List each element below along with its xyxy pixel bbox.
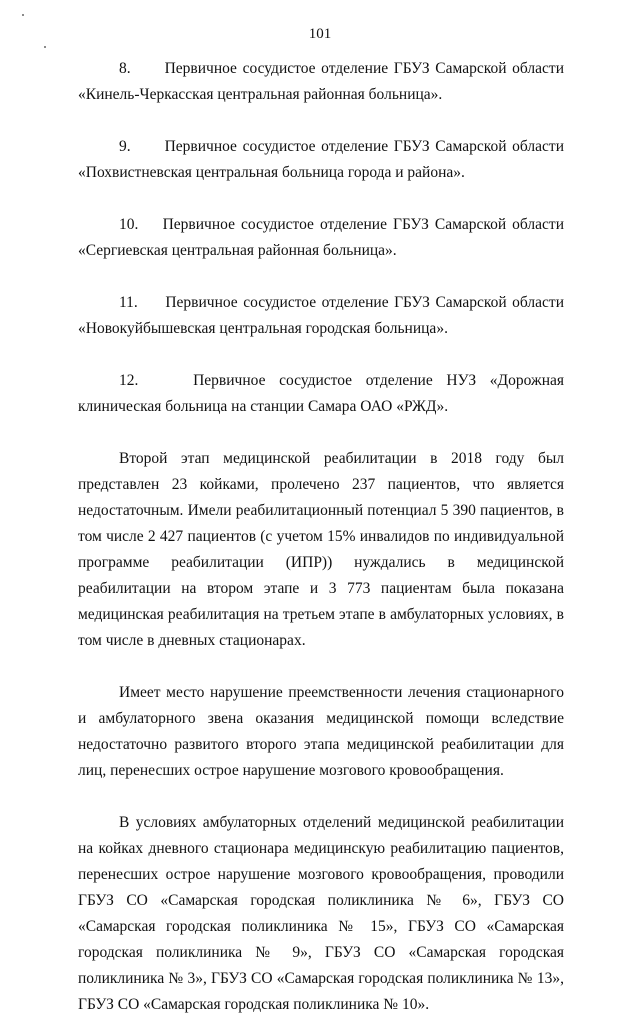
scan-speck <box>44 46 46 48</box>
paragraph-rehabilitation-stage: Второй этап медицинской реабилитации в 2018 году был представлен 23 койками, пролечено 237 пациентов, что является недостаточным. Имели реабилитационный потенциал 5 390 пациентов, в том числе 2 427 пациентов (с учетом 15% инвалидов по индивидуальной программе реабилитации (ИПР)) нуждались в медицинской реабилитации на втором этапе и 3 773 пациентам была показана медицинская реабилитация на третьем этапе в амбулаторных условиях, в том числе в дневных стационарах. <box>78 450 564 649</box>
paragraph-outpatient-clinics: В условиях амбулаторных отделений медицинской реабилитации на койках дневного стационара медицинскую реабилитацию пациентов, перенесших острое нарушение мозгового кровообращения, проводили ГБУЗ СО «Самарская городская поликлиника № 6», ГБУЗ СО «Самарская городская поликлиника № 15», ГБУЗ СО «Самарская городская поликлиника № 9», ГБУЗ СО «Самарская городская поликлиника № 3», ГБУЗ СО «Самарская городская поликлиника № 13», ГБУЗ СО «Самарская городская поликлиника № 10». <box>78 814 564 1013</box>
list-item-11: 11. Первичное сосудистое отделение ГБУЗ Самарской области «Новокуйбышевская центральная городская больница». <box>78 294 564 337</box>
paragraph-continuity: Имеет место нарушение преемственности лечения стационарного и амбулаторного звена оказания медицинской помощи вследствие недостаточно развитого второго этапа медицинской реабилитации для лиц, перенесших острое нарушение мозгового кровообращения. <box>78 684 564 779</box>
list-item-10: 10. Первичное сосудистое отделение ГБУЗ Самарской области «Сергиевская центральная районная больница». <box>78 216 564 259</box>
list-item-12: 12. Первичное сосудистое отделение НУЗ «Дорожная клиническая больница на станции Самара ОАО «РЖД». <box>78 372 564 415</box>
spacer <box>78 264 564 290</box>
spacer <box>78 186 564 212</box>
spacer <box>78 654 564 680</box>
page-number: 101 <box>308 26 332 42</box>
document-body <box>78 56 564 1018</box>
spacer <box>78 784 564 810</box>
spacer <box>78 342 564 368</box>
list-item-8: 8. Первичное сосудистое отделение ГБУЗ Самарской области «Кинель-Черкасская центральная районная больница». <box>78 60 564 103</box>
spacer <box>78 108 564 134</box>
list-item-9: 9. Первичное сосудистое отделение ГБУЗ Самарской области «Похвистневская центральная больница города и района». <box>78 138 564 181</box>
spacer <box>78 420 564 446</box>
scan-speck <box>22 14 24 16</box>
